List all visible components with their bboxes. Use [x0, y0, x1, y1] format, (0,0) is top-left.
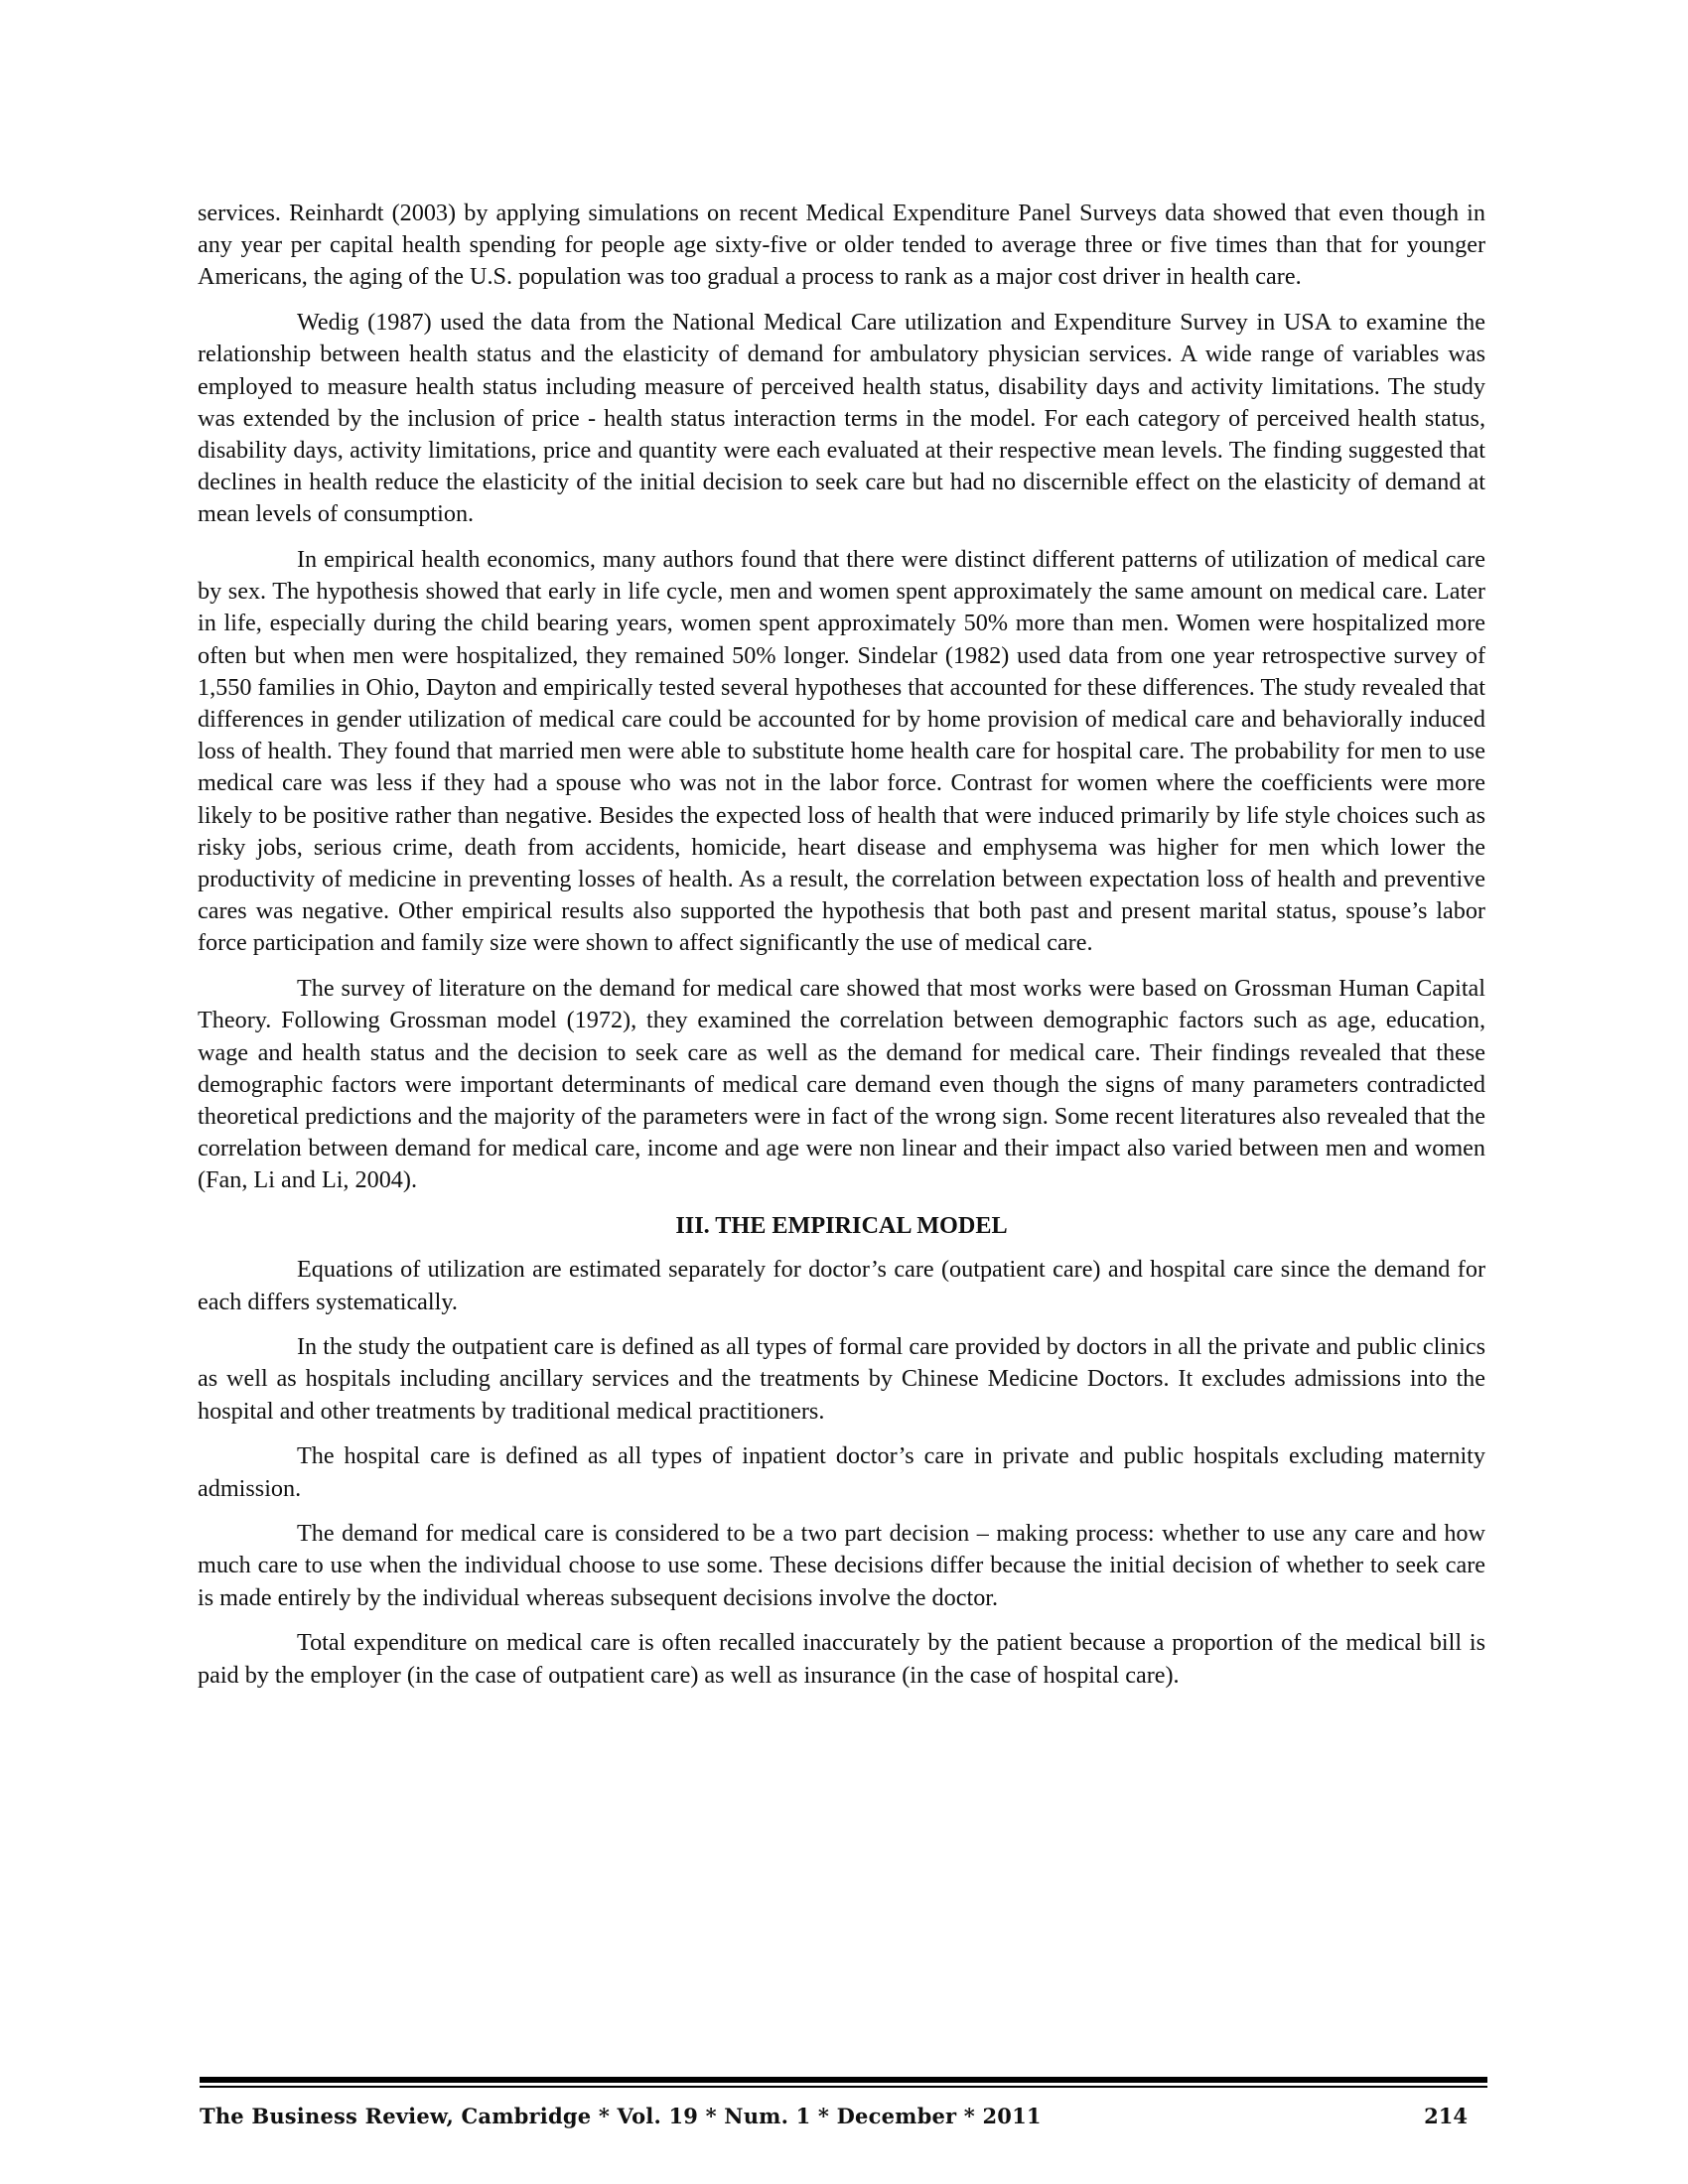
footer-rule-thin [200, 2086, 1487, 2088]
footer-journal-citation: The Business Review, Cambridge * Vol. 19 * Num. 1 * December * 2011 [200, 2104, 1042, 2128]
paragraph-total-expenditure: Total expenditure on medical care is often recalled inaccurately by the patient because a proportion of the medical bill is paid by the employer (in the case of outpatient care) as well as insurance (in the case of hospital care). [198, 1629, 1485, 1689]
section-heading: III. THE EMPIRICAL MODEL [675, 1212, 1008, 1240]
paragraph-wedig: Wedig (1987) used the data from the National Medical Care utilization and Expenditure Survey in USA to examine the relationship between health status and the elasticity of demand for ambulatory physician services. A wide range of variables was employed to measure health status including measure of perceived health status, disability days and activity limitations. The study was extended by the inclusion of price - health status interaction terms in the model. For each category of perceived health status, disability days, activity limitations, price and quantity were each evaluated at their respective mean levels. The finding suggested that declines in health reduce the elasticity of the initial decision to seek care but had no discernible effect on the elasticity of demand at mean levels of consumption. [198, 309, 1485, 528]
paragraph-grossman-survey: The survey of literature on the demand for medical care showed that most works were based on Grossman Human Capital Theory. Following Grossman model (1972), they examined the correlation between demographic factors such as age, education, wage and health status and the decision to seek care as well as the demand for medical care. Their findings revealed that these demographic factors were important determinants of medical care demand even though the signs of many parameters contradicted theoretical predictions and the majority of the parameters were in fact of the wrong sign. Some recent literatures also revealed that the correlation between demand for medical care, income and age were non linear and their impact also varied between men and women (Fan, Li and Li, 2004). [198, 975, 1485, 1194]
article-body [198, 198, 1485, 1705]
paragraph-equations-of-utilization: Equations of utilization are estimated separately for doctor’s care (outpatient care) and hospital care since the demand for each differs systematically. [198, 1256, 1485, 1315]
paragraph-hospital-definition: The hospital care is defined as all types of inpatient doctor’s care in private and public hospitals excluding maternity admission. [198, 1442, 1485, 1502]
footer-rule-thick [200, 2077, 1487, 2083]
paragraph-gender-utilization: In empirical health economics, many authors found that there were distinct different patterns of utilization of medical care by sex. The hypothesis showed that early in life cycle, men and women spent approximately the same amount on medical care. Later in life, especially during the child bearing years, women spent approximately 50% more than men. Women were hospitalized more often but when men were hospitalized, they remained 50% longer. Sindelar (1982) used data from one year retrospective survey of 1,550 families in Ohio, Dayton and empirically tested several hypotheses that accounted for these differences. The study revealed that differences in gender utilization of medical care could be accounted for by home provision of medical care and behaviorally induced loss of health. They found that married men were able to substitute home health care for hospital care. The probability for men to use medical care was less if they had a spouse who was not in the labor force. Contrast for women where the coefficients were more likely to be positive rather than negative. Besides the expected loss of health that were induced primarily by life style choices such as risky jobs, serious crime, death from accidents, homicide, heart disease and emphysema was higher for men which lower the productivity of medicine in preventing losses of health. As a result, the correlation between expectation loss of health and preventive cares was negative. Other empirical results also supported the hypothesis that both past and present marital status, spouse’s labor force participation and family size were shown to affect significantly the use of medical care. [198, 546, 1485, 957]
paragraph-reinhardt-continued: services. Reinhardt (2003) by applying simulations on recent Medical Expenditure Panel Surveys data showed that even though in any year per capital health spending for people age sixty-five or older tended to average three or five times than that for younger Americans, the aging of the U.S. population was too gradual a process to rank as a major cost driver in health care. [198, 200, 1485, 291]
page-number: 214 [1424, 2104, 1468, 2128]
footer-text-row [200, 2104, 1487, 2128]
page-footer [200, 2077, 1487, 2128]
paragraph-two-part-decision: The demand for medical care is considered to be a two part decision – making process: whether to use any care and how much care to use when the individual choose to use some. These decisions differ because the initial decision of whether to seek care is made entirely by the individual whereas subsequent decisions involve the doctor. [198, 1520, 1485, 1611]
paragraph-outpatient-definition: In the study the outpatient care is defined as all types of formal care provided by doctors in all the private and public clinics as well as hospitals including ancillary services and the treatments by Chinese Medicine Doctors. It excludes admissions into the hospital and other treatments by traditional medical practitioners. [198, 1333, 1485, 1425]
